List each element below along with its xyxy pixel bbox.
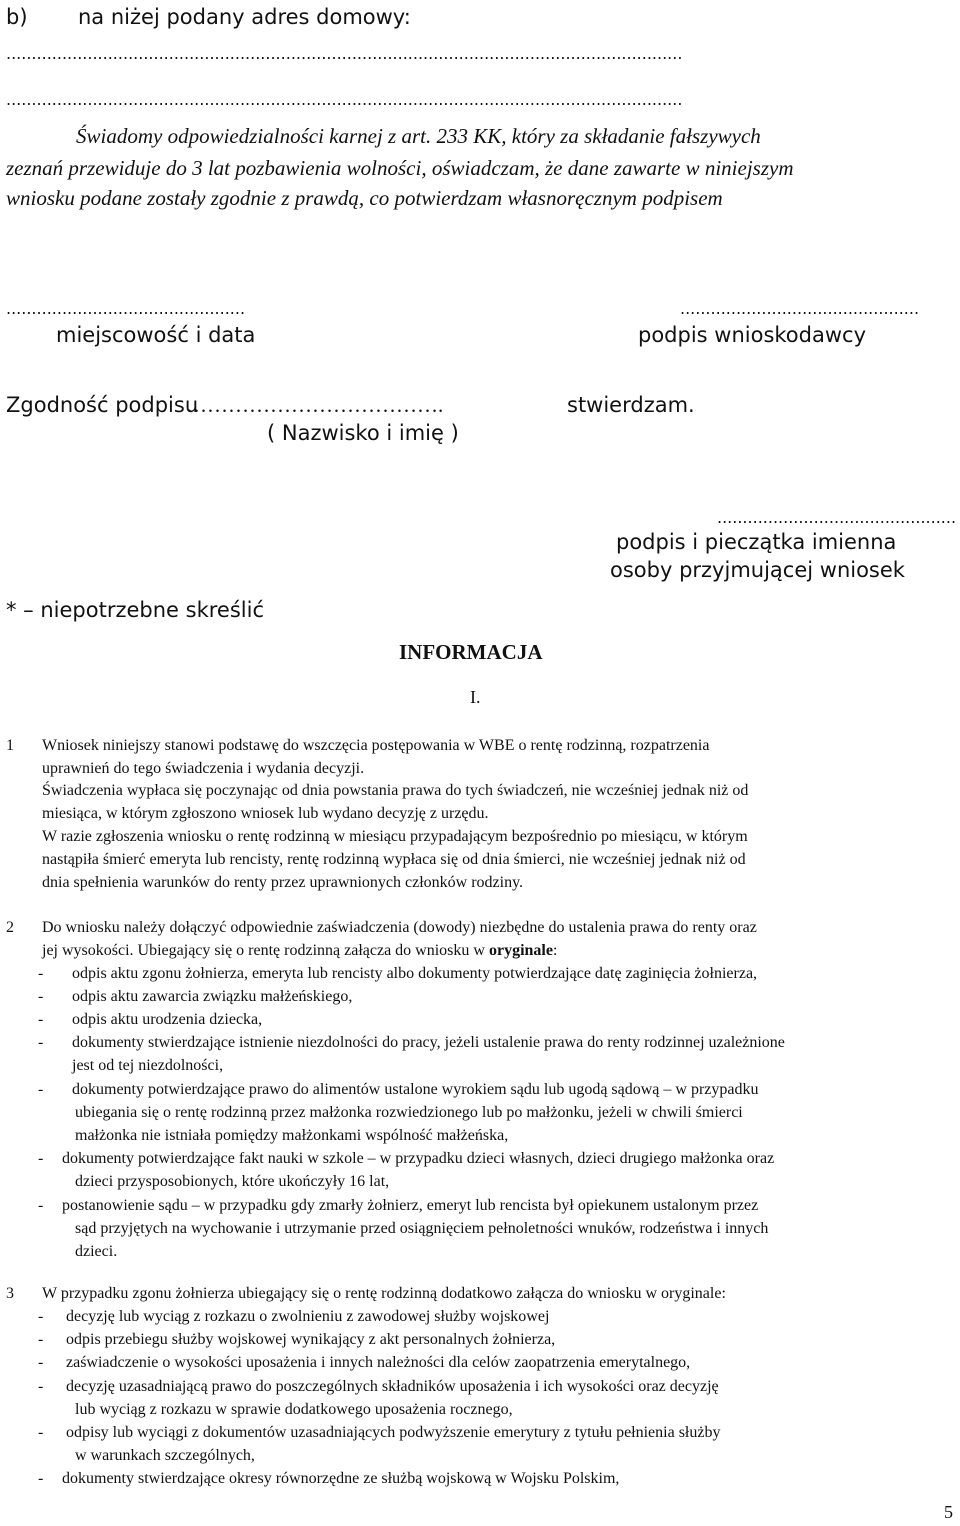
item-3-bullet-3: zaświadczenie o wysokości uposażenia i innych należności dla celów zaopatrzenia emerytalnego, (66, 1354, 691, 1371)
item-2-bullet-6a: dokumenty potwierdzające fakt nauki w szkole – w przypadku dzieci własnych, dzieci drugiego małżonka oraz (62, 1150, 775, 1167)
official-signature-label-1: podpis i pieczątka imienna (616, 530, 897, 554)
item-1-line-1: Wniosek niniejszy stanowi podstawę do wszczęcia postępowania w WBE o rentę rodzinną, rozpatrzenia (42, 737, 710, 754)
item-3-dash-4: - (38, 1378, 44, 1395)
item-2-bullet-6b: dzieci przysposobionych, które ukończyły 16 lat, (75, 1173, 390, 1190)
item-1-line-3: Świadczenia wypłaca się poczynając od dnia powstania prawa do tych świadczeń, nie wcześniej jednak niż od (42, 782, 749, 799)
item-2-bullet-7b: sąd przyjętych na wychowanie i utrzymanie przed osiągnięciem pełnoletności wnuków, rodzeństwa i innych (75, 1220, 769, 1237)
place-date-label: miejscowość i data (56, 323, 256, 347)
address-line-2: ..................................................................................................................................... (6, 90, 683, 109)
applicant-signature-dots: ............................................... (680, 299, 920, 318)
item-3-bullet-4a: decyzję uzasadniającą prawo do poszczególnych składników uposażenia i ich wysokości oraz decyzję (66, 1378, 719, 1395)
declaration-line-1: Świadomy odpowiedzialności karnej z art. 233 KK, który za składanie fałszywych (76, 124, 761, 148)
item-3-bullet-5b: w warunkach szczególnych, (75, 1447, 255, 1464)
item-2-dash-4: - (38, 1034, 44, 1051)
section-b-label: b) (6, 5, 28, 29)
item-3-bullet-6: dokumenty stwierdzające okresy równorzędne ze służbą wojskową w Wojsku Polskim, (62, 1470, 620, 1487)
official-signature-dots: ............................................... (717, 508, 957, 527)
item-2-dash-5: - (38, 1081, 44, 1098)
item-3-dash-1: - (38, 1308, 44, 1325)
item-3-dash-2: - (38, 1331, 44, 1348)
declaration-line-3: wniosku podane zostały zgodnie z prawdą, co potwierdzam własnoręcznym podpisem (6, 186, 723, 210)
item-2-line-2-colon: : (552, 942, 558, 959)
info-title: INFORMACJA (399, 640, 543, 664)
place-date-dots: ............................................... (6, 299, 246, 318)
item-1-line-2: uprawnień do tego świadczenia i wydania decyzji. (42, 760, 365, 777)
item-1-line-5: W razie zgłoszenia wniosku o rentę rodzinną w miesiącu przypadającym bezpośrednio po miesiącu, w którym (42, 828, 748, 845)
item-2-bullet-7a: postanowienie sądu – w przypadku gdy zmarły żołnierz, emeryt lub rencista był opiekunem ustalonym przez (62, 1197, 759, 1214)
item-1-number: 1 (6, 737, 14, 754)
item-3-number: 3 (6, 1285, 14, 1302)
item-2-dash-6: - (38, 1150, 44, 1167)
item-1-line-6: nastąpiła śmierć emeryta lub rencisty, rentę rodzinną wypłaca się od dnia śmierci, nie wcześniej jednak niż od (42, 851, 746, 868)
conformity-suffix: stwierdzam. (567, 393, 695, 417)
item-2-bullet-5a: dokumenty potwierdzające prawo do alimentów ustalone wyrokiem sądu lub ugodą sądową – w przypadku (72, 1081, 759, 1098)
item-3-bullet-2: odpis przebiegu służby wojskowej wynikający z akt personalnych żołnierza, (66, 1331, 556, 1348)
info-roman: I. (470, 687, 481, 707)
applicant-signature-label: podpis wnioskodawcy (638, 323, 867, 347)
item-2-bullet-3: odpis aktu urodzenia dziecka, (72, 1011, 263, 1028)
item-2-bullet-1: odpis aktu zgonu żołnierza, emeryta lub rencisty albo dokumenty potwierdzające datę zaginięcia żołnierza, (72, 965, 758, 982)
section-b-text: na niżej podany adres domowy: (78, 5, 411, 29)
item-3-dash-5: - (38, 1424, 44, 1441)
item-2-bullet-7c: dzieci. (75, 1243, 118, 1260)
item-2-dash-2: - (38, 988, 44, 1005)
address-line-1: ..................................................................................................................................... (6, 44, 683, 63)
item-2-bullet-4b: jest od tej niezdolności, (72, 1057, 224, 1074)
item-1-line-4: miesiąca, w którym zgłoszono wniosek lub wydano decyzję z urzędu. (42, 805, 489, 822)
conformity-dots: ………………………………. (186, 393, 444, 417)
item-2-bullet-2: odpis aktu zawarcia związku małżeńskiego, (72, 988, 353, 1005)
item-3-bullet-4b: lub wyciąg z rozkazu w sprawie dodatkowego uposażenia rocznego, (75, 1401, 513, 1418)
item-2-number: 2 (6, 919, 14, 936)
official-signature-label-2: osoby przyjmującej wniosek (610, 558, 905, 582)
page-number: 5 (944, 1502, 953, 1522)
item-2-line-2 (42, 942, 557, 960)
item-2-bullet-5b: ubiegania się o rentę rodzinną przez małżonka rozwiedzionego lub po małżonku, jeżeli w chwili śmierci (75, 1104, 743, 1121)
item-2-bullet-4a: dokumenty stwierdzające istnienie niezdolności do pracy, jeżeli ustalenie prawa do renty rodzinnej uzależnione (72, 1034, 785, 1051)
conformity-label: Zgodność podpisu (6, 393, 199, 417)
item-2-dash-3: - (38, 1011, 44, 1028)
item-2-line-1: Do wniosku należy dołączyć odpowiednie zaświadczenia (dowody) niezbędne do ustalenia prawa do renty oraz (42, 919, 757, 936)
name-hint: ( Nazwisko i imię ) (267, 421, 459, 445)
item-3-bullet-1: decyzję lub wyciąg z rozkazu o zwolnieniu z zawodowej służby wojskowej (66, 1308, 550, 1325)
footnote: * – niepotrzebne skreślić (6, 598, 264, 622)
item-3-bullet-5a: odpisy lub wyciągi z dokumentów uzasadniających podwyższenie emerytury z tytułu pełnienia służby (66, 1424, 721, 1441)
item-1-line-7: dnia spełnienia warunków do renty przez uprawnionych członków rodziny. (42, 874, 524, 891)
item-3-line-1: W przypadku zgonu żołnierza ubiegający się o rentę rodzinną dodatkowo załącza do wniosku w oryginale: (42, 1285, 726, 1302)
item-2-dash-1: - (38, 965, 44, 982)
item-3-dash-6: - (38, 1470, 44, 1487)
item-3-dash-3: - (38, 1354, 44, 1371)
item-2-dash-7: - (38, 1197, 44, 1214)
declaration-line-2: zeznań przewiduje do 3 lat pozbawienia wolności, oświadczam, że dane zawarte w niniejszym (6, 156, 794, 180)
item-2-line-2-text: jej wysokości. Ubiegający się o rentę rodzinną załącza do wniosku w (42, 942, 489, 959)
item-2-bullet-5c: małżonka nie istniała pomiędzy małżonkami wspólność małżeńska, (75, 1127, 509, 1144)
item-2-original-emphasis: oryginale (488, 942, 553, 959)
